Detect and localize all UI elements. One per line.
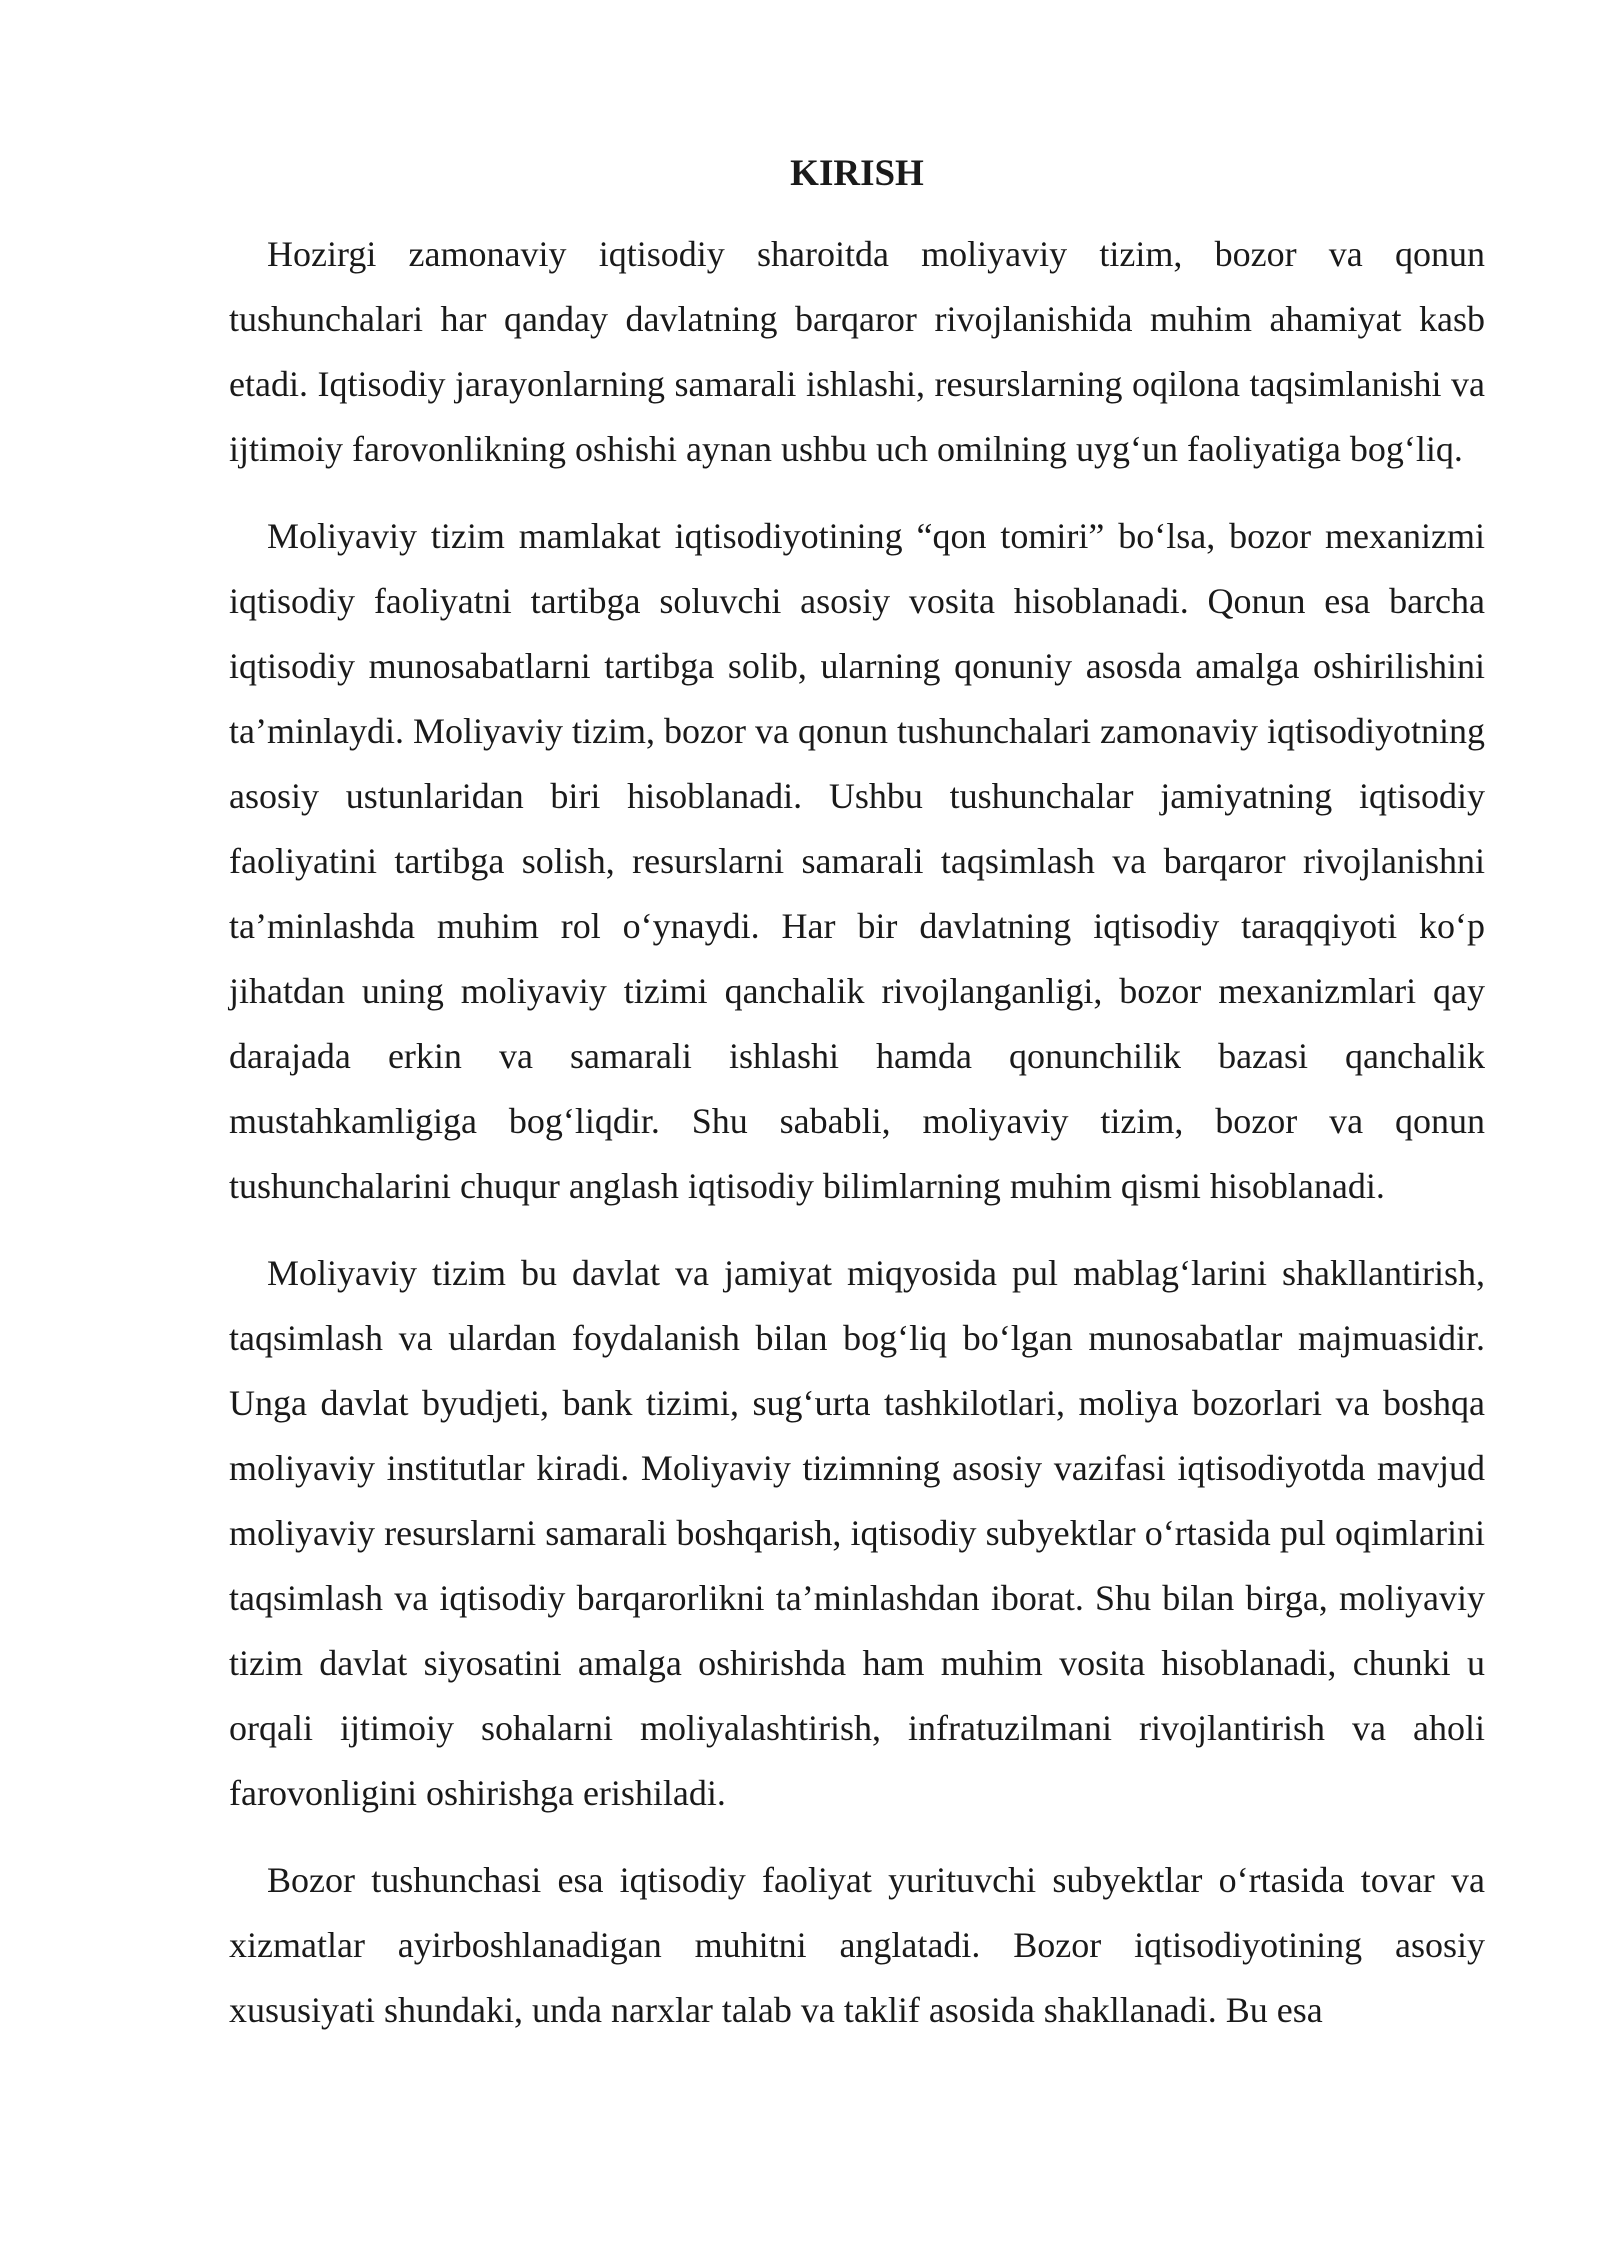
page-title: KIRISH: [790, 153, 924, 194]
paragraph-4: Bozor tushunchasi esa iqtisodiy faoliyat yurituvchi subyektlar o‘rtasida tovar va xizmatlar ayirboshlanadigan muhitni anglatadi. Bozor iqtisodiyotining asosiy xususiyati shundaki, unda narxlar talab va taklif asosida shakllanadi. Bu esa: [229, 1860, 1485, 2030]
paragraph-2: Moliyaviy tizim mamlakat iqtisodiyotining “qon tomiri” bo‘lsa, bozor mexanizmi iqtisodiy faoliyatni tartibga soluvchi asosiy vosita hisoblanadi. Qonun esa barcha iqtisodiy munosabatlarni tartibga solib, ularning qonuniy asosda amalga oshirilishini ta’minlaydi. Moliyaviy tizim, bozor va qonun tushunchalari zamonaviy iqtisodiyotning asosiy ustunlaridan biri hisoblanadi. Ushbu tushunchalar jamiyatning iqtisodiy faoliyatini tartibga solish, resurslarni samarali taqsimlash va barqaror rivojlanishni ta’minlashda muhim rol o‘ynaydi. Har bir davlatning iqtisodiy taraqqiyoti ko‘p jihatdan uning moliyaviy tizimi qanchalik rivojlanganligi, bozor mexanizmlari qay darajada erkin va samarali ishlashi hamda qonunchilik bazasi qanchalik mustahkamligiga bog‘liqdir. Shu sababli, moliyaviy tizim, bozor va qonun tushunchalarini chuqur anglash iqtisodiy bilimlarning muhim qismi hisoblanadi.: [229, 516, 1485, 1206]
page-content: [229, 148, 1485, 2043]
paragraph-3: Moliyaviy tizim bu davlat va jamiyat miqyosida pul mablag‘larini shakllantirish, taqsimlash va ulardan foydalanish bilan bog‘liq bo‘lgan munosabatlar majmuasidir. Unga davlat byudjeti, bank tizimi, sug‘urta tashkilotlari, moliya bozorlari va boshqa moliyaviy institutlar kiradi. Moliyaviy tizimning asosiy vazifasi iqtisodiyotda mavjud moliyaviy resurslarni samarali boshqarish, iqtisodiy subyektlar o‘rtasida pul oqimlarini taqsimlash va iqtisodiy barqarorlikni ta’minlashdan iborat. Shu bilan birga, moliyaviy tizim davlat siyosatini amalga oshirishda ham muhim vosita hisoblanadi, chunki u orqali ijtimoiy sohalarni moliyalashtirish, infratuzilmani rivojlantirish va aholi farovonligini oshirishga erishiladi.: [229, 1253, 1485, 1813]
paragraph-1: Hozirgi zamonaviy iqtisodiy sharoitda moliyaviy tizim, bozor va qonun tushunchalari har qanday davlatning barqaror rivojlanishida muhim ahamiyat kasb etadi. Iqtisodiy jarayonlarning samarali ishlashi, resurslarning oqilona taqsimlanishi va ijtimoiy farovonlikning oshishi aynan ushbu uch omilning uyg‘un faoliyatiga bog‘liq.: [229, 234, 1485, 469]
